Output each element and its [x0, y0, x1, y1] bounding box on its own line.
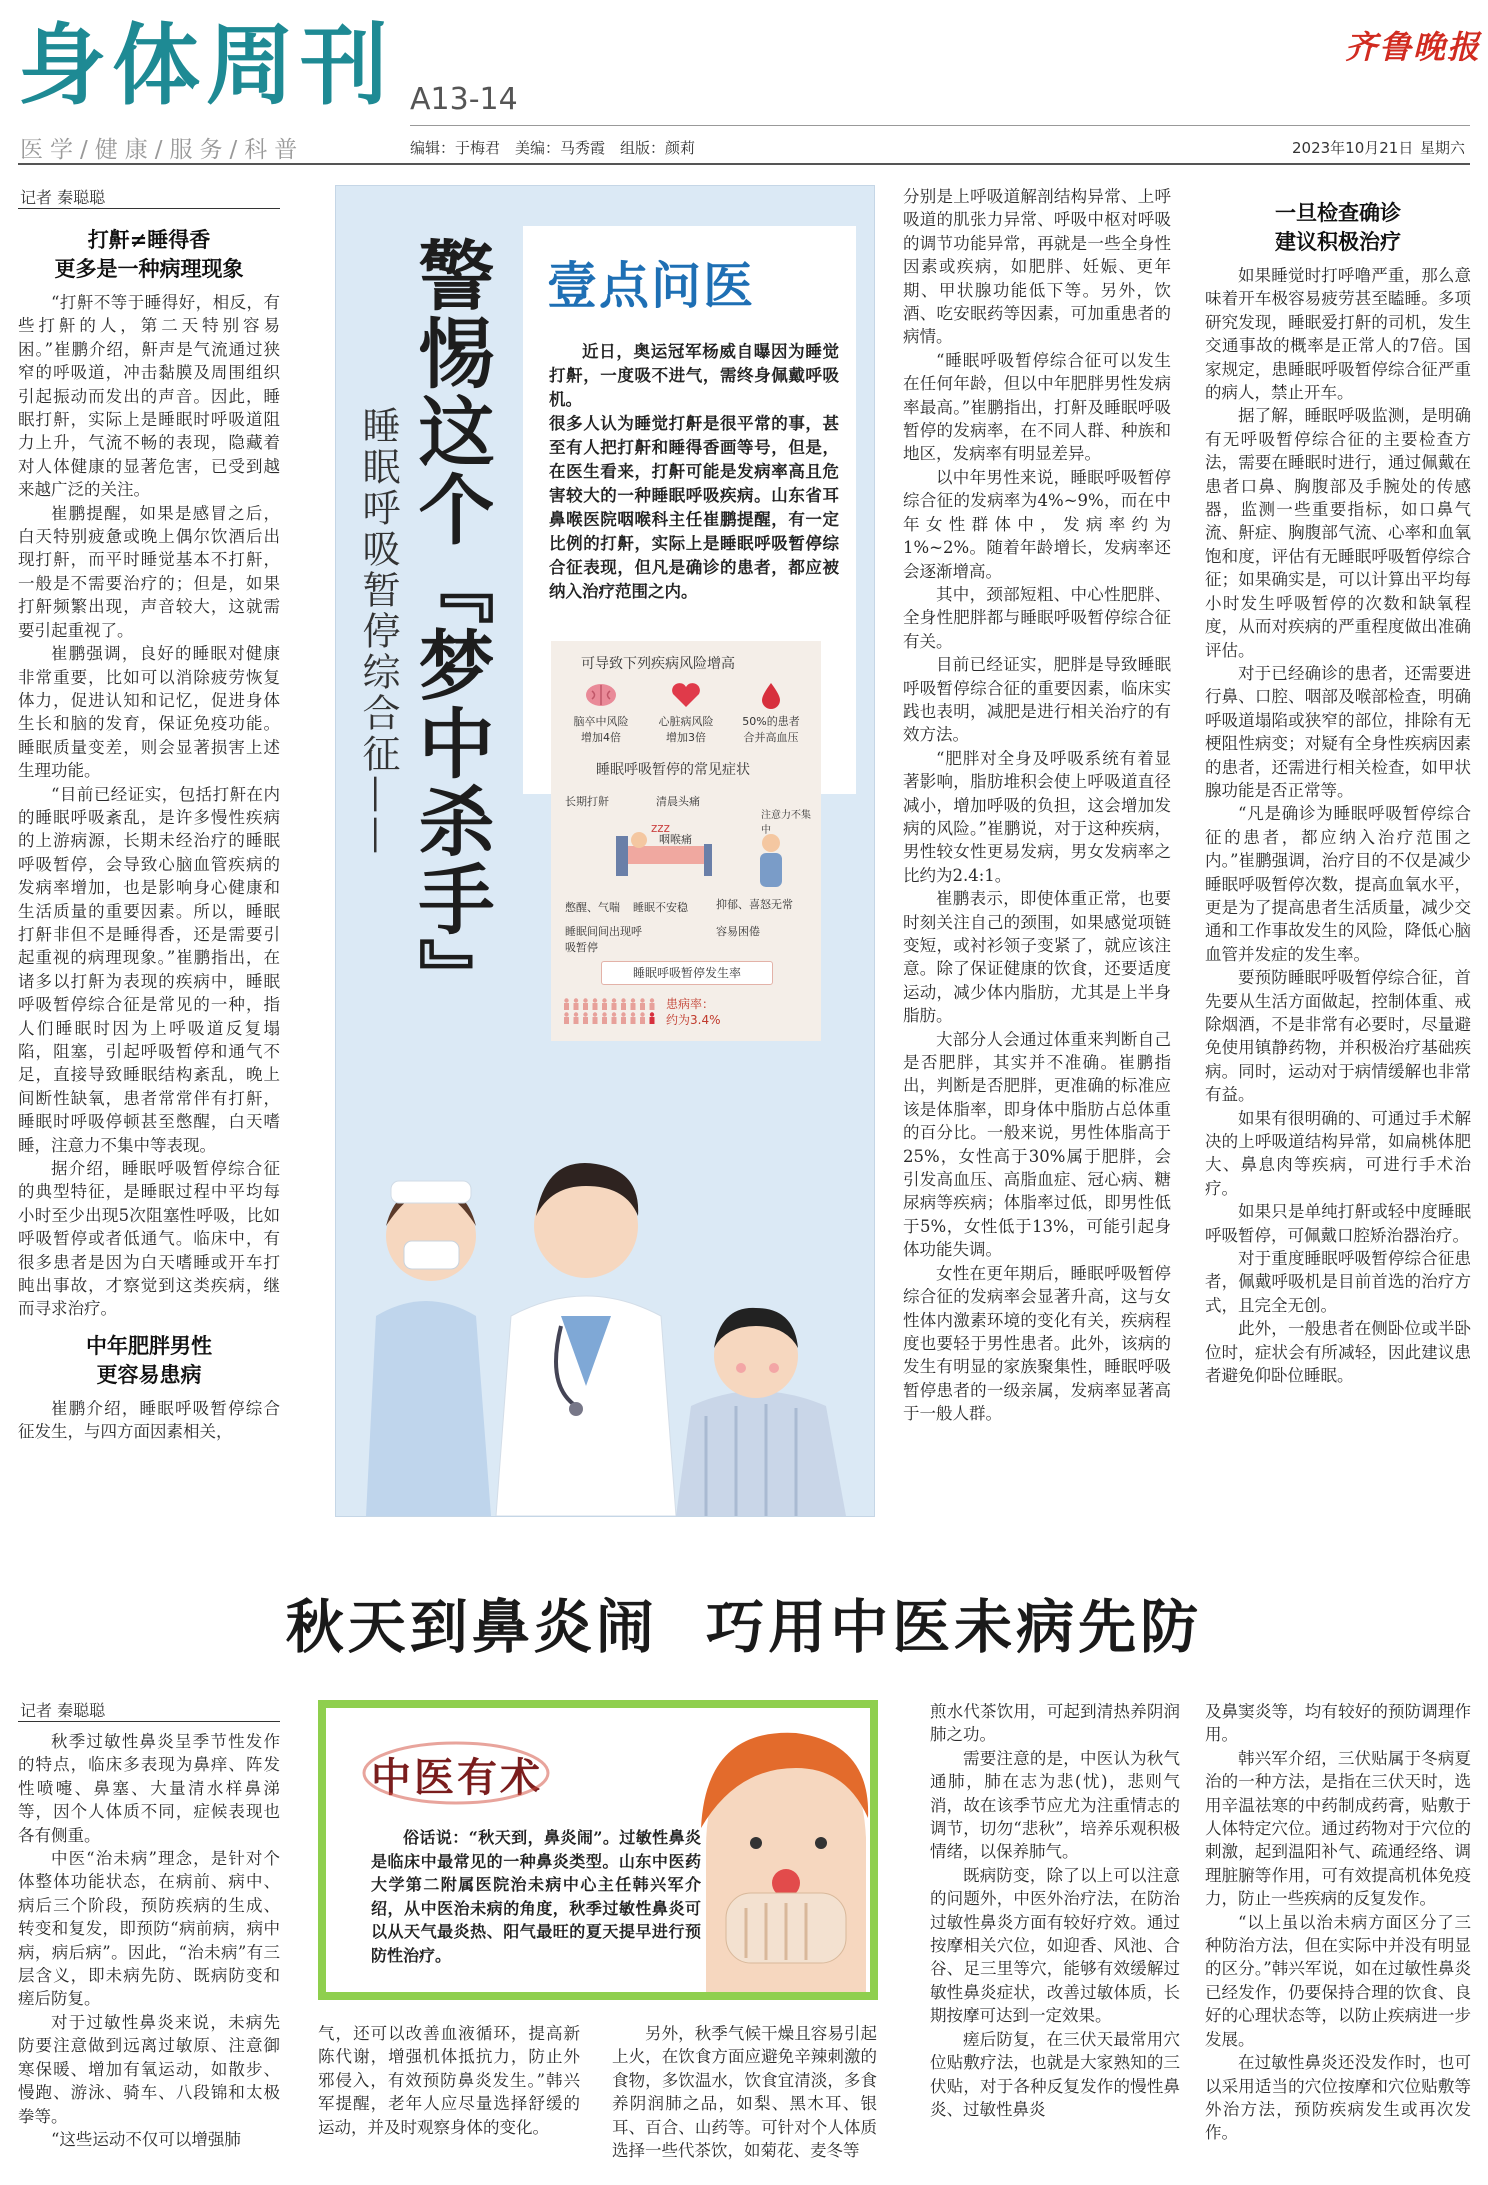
article2-column-2: [318, 2022, 580, 2172]
paragraph: 据介绍，睡眠呼吸暂停综合征的典型特征，是睡眠过程中平均每小时至少出现5次阻塞性呼吸，比如呼吸暂停或者低通气。临床中，有很多患者是因为白天嗜睡或开车打盹出事故，才察觉到这类疾病，继而寻求治疗。: [18, 1159, 280, 1319]
symptom: 注意力不集中: [761, 810, 811, 836]
paragraph: 既病防变，除了以上可以注意的问题外，中医外治疗法，在防治过敏性鼻炎方面有较好疗效。通过按摩相关穴位，如迎香、风池、合谷、足三里等穴，能够有效缓解过敏性鼻炎症状，改善过敏体质，长期按摩可达到一定效果。: [930, 1865, 1180, 2026]
person-glyph: [602, 1012, 607, 1024]
person-glyph: [564, 1012, 569, 1024]
poster2-intro: 俗话说：“秋天到，鼻炎闹”。过敏性鼻炎是临床中最常见的一种鼻炎类型。山东中医药大学第二附属医院治未病中心主任韩兴军介绍，从中医治未病的角度，秋季过敏性鼻炎可以从天气最炎热、阳气最旺的夏天提早进行预防性治疗。: [371, 1828, 701, 1965]
paragraph: “打鼾不等于睡得好，相反，有些打鼾的人，第二天特别容易困。”崔鹏介绍，鼾声是气流通过狭窄的呼吸道，冲击黏膜及周围组织引起振动而发出的声音。因此，睡眠打鼾，实际上是睡眠时呼吸道阻力上升，气流不畅的表现，隐藏着对人体健康的显著危害，已受到越来越广泛的关注。: [18, 293, 280, 500]
article1-column-1: [18, 215, 280, 1515]
brain-icon: [584, 681, 618, 709]
risk-item: [561, 681, 641, 745]
rate-label: 患病率：: [666, 997, 715, 1011]
paragraph: 如果有很明确的、可通过手术解决的上呼吸道结构异常，如扁桃体肥大、鼻息肉等疾病，可进行手术治疗。: [1205, 1108, 1471, 1198]
symptom: 睡眠不安稳: [633, 901, 688, 914]
blood-drop-icon: [754, 681, 788, 709]
person-glyph: [621, 1012, 626, 1024]
risk-value: 增加4倍: [581, 731, 621, 744]
sneezing-person-illustration: [686, 1708, 870, 1992]
poster2-logo: 中医有术: [371, 1754, 543, 1801]
paragraph: 大部分人会通过体重来判断自己是否肥胖，其实并不准确。崔鹏指出，判断是否肥胖，更准确的标准应该是体脂率，即身体中脂肪占总体重的百分比。一般来说，男性体脂高于25%，女性高于30%属于肥胖，会引发高血压、高脂血症、冠心病、糖尿病等疾病；体脂率过低，即男性低于5%，女性低于13%，可能引起身体功能失调。: [903, 1029, 1171, 1260]
risk-item: [646, 681, 726, 745]
layout-credit: 组版：颜莉: [620, 139, 696, 157]
paragraph: 崔鹏提醒，如果是感冒之后，白天特别疲惫或晚上偶尔饮酒后出现打鼾，而平时睡觉基本不打鼾，一般是不需要治疗的；但是，如果打鼾频繁出现，声音较大，这就需要引起重视了。: [18, 503, 280, 640]
risk-name: 心脏病风险: [658, 715, 714, 728]
designer-credit: 美编：马秀霞: [515, 139, 606, 157]
paragraph: 此外，一般患者在侧卧位或半卧位时，症状会有所减轻，因此建议患者避免仰卧位睡眠。: [1205, 1319, 1471, 1386]
paragraph: 需要注意的是，中医认为秋气通肺，肺在志为悲(忧)，悲则气消，故在该季节应尤为注重情志的调节，切勿“悲秋”，培养乐观积极情绪，以保养肺气。: [930, 1748, 1180, 1862]
rate-value: 约为3.4%: [666, 1013, 721, 1027]
paragraph: “肥胖对全身及呼吸系统有着显著影响，脂肪堆积会使上呼吸道直径减小，增加呼吸的负担，这会增加发病的风险。”崔鹏说，对于这种疾病，男性较女性更易发病，男女发病率之比约为2.4:1。: [903, 748, 1171, 885]
paragraph: “凡是确诊为睡眠呼吸暂停综合征的患者，都应纳入治疗范围之内。”崔鹏强调，治疗目的不仅是减少睡眠呼吸暂停次数，提高血氧水平，更是为了提高患者生活质量，减少交通和工作事故发生的风险，降低心脑血管并发症的发生率。: [1205, 804, 1471, 964]
risk-name: 脑卒中风险: [573, 715, 629, 728]
byline-rule: [18, 208, 280, 209]
heart-icon: [669, 681, 703, 709]
poster2-inner: [326, 1708, 870, 1992]
infographic: [551, 641, 821, 1041]
issue-date: 2023年10月21日: [1292, 139, 1414, 157]
intro-text: 近日，奥运冠军杨威自曝因为睡觉打鼾，一度吸不进气，需终身佩戴呼吸机。 很多人认为睡觉打鼾是很平常的事，甚至有人把打鼾和睡得香画等号，但是，在医生看来，打鼾可能是发病率高且危害较大的一种睡眠呼吸疾病。山东省耳鼻喉医院咽喉科主任崔鹏提醒，有一定比例的打鼾，实际上是睡眠呼吸暂停综合征表现，但凡是确诊的患者，都应被纳入治疗范围之内。: [549, 342, 839, 601]
symptom: 容易困倦: [716, 925, 760, 938]
person-glyph: [640, 998, 645, 1010]
masthead: [0, 0, 1488, 165]
article2-byline-rule: [18, 1721, 280, 1722]
section-title: 身体周刊: [18, 14, 395, 117]
person-glyph: [640, 1012, 645, 1024]
person-glyph: [583, 1012, 588, 1024]
article2-column-1: [18, 1730, 280, 2175]
paragraph: 崔鹏介绍，睡眠呼吸暂停综合征发生，与四方面因素相关，: [18, 1398, 280, 1442]
symptom: 咽喉痛: [659, 833, 692, 846]
paragraph: 分别是上呼吸道解剖结构异常、上呼吸道的肌张力异常、呼吸中枢对呼吸的调节功能异常，再就是一些全身性因素或疾病，如肥胖、妊娠、更年期、甲状腺功能低下等。另外，饮酒、吃安眠药等因素，可加重患者的病情。: [903, 187, 1171, 347]
symptom: 清晨头痛: [656, 795, 700, 808]
person-glyph: [631, 998, 636, 1010]
paragraph: 崔鹏强调，良好的睡眠对健康非常重要，比如可以消除疲劳恢复体力，促进认知和记忆，促进身体生长和脑的发育，保证免疫功能。睡眠质量变差，则会显著损害上述生理功能。: [18, 644, 280, 781]
person-glyph: [602, 998, 607, 1010]
masthead-rule: [410, 125, 1470, 126]
paragraph: 如果睡觉时打呼噜严重，那么意味着开车极容易疲劳甚至瞌睡。多项研究发现，睡眠爱打鼾的司机，发生交通事故的概率是正常人的7倍。国家规定，患睡眠呼吸暂停综合征严重的病人，禁止开车。: [1205, 266, 1471, 403]
section-subtitle: 医学/健康/服务/科普: [20, 137, 305, 163]
issue-weekday: 星期六: [1420, 139, 1466, 157]
person-glyph: [650, 998, 655, 1010]
paragraph: 以中年男性来说，睡眠呼吸暂停综合征的发病率为4%~9%，而在中年女性群体中，发病率约为1%~2%。随着年龄增长，发病率还会逐渐增高。: [903, 467, 1171, 581]
paragraph: 对于已经确诊的患者，还需要进行鼻、口腔、咽部及喉部检查，明确呼吸道塌陷或狭窄的部位，排除有无梗阻性病变；对疑有全身性疾病因素的患者，还需进行相关检查，如甲状腺功能是否正常等。: [1205, 663, 1471, 800]
main-headline: 警惕这个『梦中杀手』: [406, 236, 495, 1016]
paragraph: 女性在更年期后，睡眠呼吸暂停综合征的发病率会显著升高，这与女性体内激素环境的变化有关，疾病程度也要轻于男性患者。此外，该病的发生有明显的家族聚集性，睡眠呼吸暂停患者的一级亲属，发病率显著高于一般人群。: [903, 1263, 1171, 1424]
paragraph: 煎水代茶饮用，可起到清热养阴润肺之功。: [930, 1702, 1180, 1745]
poster2-illustration: [318, 1700, 878, 2000]
symptom: 憋醒、气喘: [565, 901, 620, 914]
paragraph: 对于重度睡眠呼吸暂停综合征患者，佩戴呼吸机是目前首选的治疗方式，且完全无创。: [1205, 1249, 1471, 1315]
person-glyph: [583, 998, 588, 1010]
poster-illustration: [335, 185, 875, 1517]
paragraph: 及鼻窦炎等，均有较好的预防调理作用。: [1205, 1702, 1471, 1745]
person-glyph: [593, 998, 598, 1010]
newspaper-logo: 齐鲁晚报: [1345, 28, 1482, 66]
paragraph: 据了解，睡眠呼吸监测，是明确有无呼吸暂停综合征的主要检查方法，需要在睡眠时进行，通过佩戴在患者口鼻、胸腹部及手腕处的传感器，监测一些重要指标，如口鼻气流、鼾症、胸腹部气流、心率和血氧饱和度，评估有无睡眠呼吸暂停综合征；如果确实是，可以计算出平均每小时发生呼吸暂停的次数和缺氧程度，从而对疾病的严重程度做出准确评估。: [1205, 406, 1471, 660]
people-icon: [561, 996, 661, 1026]
risk-title: 可导致下列疾病风险增高: [581, 656, 735, 672]
article2-byline: 记者 秦聪聪: [20, 1701, 106, 1720]
symptom: 抑郁、喜怒无常: [716, 898, 793, 911]
person-glyph: [631, 1012, 636, 1024]
paragraph: 瘥后防复，在三伏天最常用穴位贴敷疗法，也就是大家熟知的三伏贴，对于各种反复发作的慢性鼻炎、过敏性鼻炎: [930, 2029, 1180, 2119]
paragraph: 另外，秋季气候干燥且容易引起上火，在饮食方面应避免辛辣刺激的食物，多饮温水，饮食宜清淡，多食养阴润肺之品，如梨、黑木耳、银耳、百合、山药等。可针对个人体质选择一些代茶饮，如菊花、麦冬等: [612, 2024, 877, 2161]
paragraph: 在过敏性鼻炎还没发作时，也可以采用适当的穴位按摩和穴位贴敷等外治方法，预防疾病发生或再次发作。: [1205, 2053, 1471, 2143]
page-number: A13-14: [410, 82, 518, 117]
svg-text:zzz: zzz: [651, 821, 670, 835]
byline: 记者 秦聪聪: [20, 188, 106, 207]
symptom-title: 睡眠呼吸暂停的常见症状: [596, 762, 750, 778]
subheading-diagnosis: 一旦检查确诊 建议积极治疗: [1275, 200, 1401, 254]
paragraph: 气，还可以改善血液循环，提高新陈代谢，增强机体抵抗力，防止外邪侵入，有效预防鼻炎发生。”韩兴军提醒，老年人应尽量选择舒缓的运动，并及时观察身体的变化。: [318, 2024, 580, 2137]
bed-illustration: [611, 816, 721, 886]
headline-kicker: 睡眠呼吸暂停综合征——: [356, 406, 400, 857]
column-logo: 壹点问医: [547, 257, 755, 315]
paragraph: 对于过敏性鼻炎来说，未病先防要注意做到远离过敏原、注意御寒保暖、增加有氧运动，如散步、慢跑、游泳、骑车、八段锦和太极拳等。: [18, 2012, 280, 2126]
symptom: 睡眠间间出现呼吸暂停: [565, 925, 642, 954]
rate-title-bar: [601, 961, 773, 985]
paragraph: 崔鹏表示，即使体重正常，也要时刻关注自己的颈围，如果感觉项链变短，或衬衫领子变紧了，就应该注意。除了保证健康的饮食，还要适度运动，减少体内脂肪，尤其是上半身脂肪。: [903, 889, 1171, 1026]
paragraph: “以上虽以治未病方面区分了三种防治方法，但在实际中并没有明显的区分。”韩兴军说，如在过敏性鼻炎已经发作，仍要保持合理的饮食、良好的心理状态等，以防止疾病进一步发展。: [1205, 1912, 1471, 2049]
editor-credit: 编辑：于梅君: [410, 139, 501, 157]
person-illustration: [751, 831, 791, 891]
person-glyph: [564, 998, 569, 1010]
paragraph: 韩兴军介绍，三伏贴属于冬病夏治的一种方法，是指在三伏天时，选用辛温祛寒的中药制成药膏，贴敷于人体特定穴位。通过药物对于穴位的刺激，起到温阳补气、疏通经络、调理脏腑等作用，可有效提高机体免疫力，防止一些疾病的反复发作。: [1205, 1748, 1471, 1909]
risk-name: 50%的患者: [742, 715, 800, 728]
article2-column-4: [930, 1700, 1180, 2175]
paragraph: “这些运动不仅可以增强肺: [51, 2129, 241, 2149]
logo-brush-icon: [361, 1738, 551, 1808]
rate-people-icons: [561, 996, 661, 1026]
paragraph: 要预防睡眠呼吸暂停综合征，首先要从生活方面做起，控制体重、戒除烟酒，不是非常有必要时，尽量避免使用镇静药物，并积极治疗基础疾病。同时，运动对于病情缓解也非常有益。: [1205, 968, 1471, 1105]
subheading-snoring: 打鼾≠睡得香 更多是一种病理现象: [54, 227, 244, 281]
article2-headline: 秋天到鼻炎闹 巧用中医未病先防: [285, 1593, 1203, 1661]
paragraph: 秋季过敏性鼻炎呈季节性发作的特点，临床多表现为鼻痒、阵发性喷嚏、鼻塞、大量清水样鼻涕等，因个人体质不同，症候表现也各有侧重。: [18, 1732, 280, 1845]
paragraph: “目前已经证实，包括打鼾在内的睡眠呼吸紊乱，是许多慢性疾病的上游病源，长期未经治疗的睡眠呼吸暂停，会导致心脑血管疾病的发病率增加，也是影响身心健康和生活质量的重要因素。所以，睡眠打鼾非但不是睡得香，还是需要引起重视的病理现象。”崔鹏指出，在诸多以打鼾为表现的疾病中，睡眠呼吸暂停综合征是常见的一种，指人们睡眠时因为上呼吸道反复塌陷，阻塞，引起呼吸暂停和通气不足，直接导致睡眠结构紊乱，晚上间断性缺氧，患者常常伴有打鼾，睡眠时呼吸停顿甚至憋醒，白天嗜睡，注意力不集中等表现。: [18, 784, 280, 1155]
risk-value: 合并高血压: [743, 731, 799, 744]
article1-column-3: [903, 185, 1171, 1515]
person-glyph: [650, 1012, 655, 1024]
symptom: 长期打鼾: [565, 795, 609, 808]
article2-column-3: [612, 2022, 877, 2172]
masthead-bottom-rule: [18, 163, 1470, 165]
paragraph: “睡眠呼吸暂停综合征可以发生在任何年龄，但以中年肥胖男性发病率最高。”崔鹏指出，打鼾及睡眠呼吸暂停的发病率，在不同人群、种族和地区，发病率有明显差异。: [903, 350, 1171, 464]
paragraph: 其中，颈部短粗、中心性肥胖、全身性肥胖都与睡眠呼吸暂停综合征有关。: [903, 584, 1171, 651]
paragraph: 如果只是单纯打鼾或轻中度睡眠呼吸暂停，可佩戴口腔矫治器治疗。: [1205, 1202, 1471, 1245]
person-glyph: [612, 998, 617, 1010]
doctors-illustration: [346, 1086, 866, 1516]
risk-value: 增加3倍: [666, 731, 706, 744]
person-glyph: [593, 1012, 598, 1024]
paragraph: 中医“治未病”理念，是针对个体整体功能状态，在病前、病中、病后三个阶段，预防疾病的生成、转变和复发，即预防“病前病，病中病，病后病”。因此，“治未病”有三层含义，即未病先防、既病防变和瘥后防复。: [18, 1849, 280, 2009]
paragraph: 目前已经证实，肥胖是导致睡眠呼吸暂停综合征的重要因素，临床实践也表明，减肥是进行相关治疗的有效方法。: [903, 655, 1171, 745]
person-glyph: [574, 1012, 579, 1024]
person-glyph: [574, 998, 579, 1010]
article1-column-4: [1205, 190, 1471, 1515]
article2-column-5: [1205, 1700, 1471, 2175]
subheading-obese-men: 中年肥胖男性 更容易患病: [86, 1332, 212, 1387]
risk-item: [731, 681, 811, 745]
rate-title: 睡眠呼吸暂停发生率: [632, 966, 741, 980]
person-glyph: [621, 998, 626, 1010]
person-glyph: [612, 1012, 617, 1024]
